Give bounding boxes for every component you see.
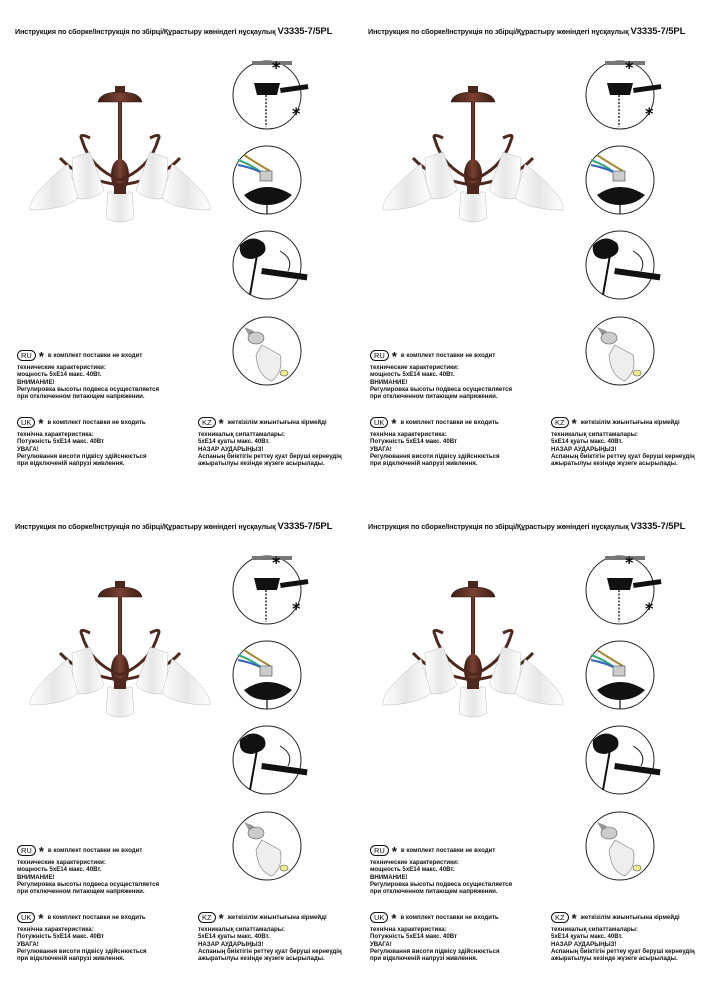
uk-spec: Потужність 5хЕ14 макс. 40Вт [17, 933, 105, 941]
kz-badge: KZ [551, 417, 569, 428]
kz-warn-title: НАЗАР АУДАРЫҢЫЗ! [198, 445, 264, 453]
kz-spec-title: техникалық сипаттамалары: [551, 926, 638, 933]
ru-warn-title: ВНИМАНИЕ! [17, 873, 55, 881]
canopy-fix-step-icon [233, 726, 308, 794]
page-title [368, 521, 685, 532]
asterisk-icon: * [391, 843, 397, 859]
model-number: V3335-7/5PL [277, 521, 333, 532]
uk-spec-title: технічна характеристика: [370, 431, 447, 438]
uk-note: в комплект поставки не входить [47, 913, 146, 921]
wiring-step-icon [233, 641, 301, 709]
uk-badge: UK [370, 417, 388, 428]
uk-warn-line2: при відключеній напрузі живлення. [17, 460, 125, 468]
kz-note: жеткізілім жиынтығына кірмейді [227, 418, 327, 426]
canopy-fix-step-icon [233, 231, 308, 299]
title-text: Инструкция по сборке/Інструкція по збірці/Құрастыру жөніндегі нұсқаулық [15, 27, 276, 36]
ru-warn-line2: при отключенном питающем напряжении. [370, 393, 498, 401]
uk-spec: Потужність 5хЕ14 макс. 40Вт [370, 438, 458, 446]
ru-warn-line2: при отключенном питающем напряжении. [370, 888, 498, 896]
uk-note: в комплект поставки не входить [47, 418, 146, 426]
uk-spec: Потужність 5хЕ14 макс. 40Вт [370, 933, 458, 941]
kz-warn-line2: ажыратылуы кезінде жүзеге асырылады. [551, 955, 678, 963]
instruction-panel [353, 495, 706, 995]
asterisk-icon: * [391, 910, 397, 926]
ru-warn-title: ВНИМАНИЕ! [17, 378, 55, 386]
ru-spec: мощность 5хЕ14 макс. 40Вт. [17, 866, 102, 874]
kz-warn-title: НАЗАР АУДАРЫҢЫЗ! [551, 940, 617, 948]
kz-warn-line1: Аспаның биіктігін реттеу қуат беруші кернеудің [551, 947, 695, 955]
wiring-step-icon [233, 146, 301, 214]
instruction-panel [0, 495, 353, 995]
assembly-steps [575, 55, 665, 395]
kz-badge: KZ [198, 912, 216, 923]
chandelier-illustration [373, 575, 573, 735]
kz-warn-line2: ажыратылуы кезінде жүзеге асырылады. [198, 955, 325, 963]
kz-section [198, 912, 342, 962]
uk-warn-line1: Регулювання висоти підвісу здійснюється [370, 452, 500, 460]
ru-note: в комплект поставки не входит [47, 846, 143, 854]
ru-warn-line1: Регулировка высоты подвеса осуществляется [17, 385, 160, 393]
ru-spec: мощность 5хЕ14 макс. 40Вт. [17, 371, 102, 379]
uk-warn-line2: при відключеній напрузі живлення. [370, 955, 478, 963]
bulb-step-icon [233, 317, 301, 385]
bulb-step-icon [586, 317, 654, 385]
title-text: Инструкция по сборке/Інструкція по збірці/Құрастыру жөніндегі нұсқаулық [15, 522, 276, 531]
kz-warn-line1: Аспаның биіктігін реттеу қуат беруші кернеудің [198, 452, 342, 460]
ru-section [17, 350, 159, 400]
ru-note: в комплект поставки не входит [47, 351, 143, 359]
ru-badge: RU [17, 845, 36, 856]
instruction-panel [0, 0, 353, 500]
ru-note: в комплект поставки не входит [400, 846, 496, 854]
kz-spec-title: техникалық сипаттамалары: [551, 431, 638, 438]
ru-badge: RU [17, 350, 36, 361]
asterisk-icon: * [391, 348, 397, 364]
bulb-step-icon [586, 812, 654, 880]
kz-spec: 5хЕ14 қуаты макс. 40Вт. [198, 438, 270, 446]
kz-section [198, 417, 342, 467]
uk-warn-line2: при відключеній напрузі живлення. [370, 460, 478, 468]
ru-section [370, 350, 512, 400]
chandelier-illustration [373, 80, 573, 240]
uk-note: в комплект поставки не входить [400, 418, 499, 426]
page-title [368, 26, 685, 37]
uk-badge: UK [17, 912, 35, 923]
asterisk-icon: * [38, 843, 44, 859]
kz-warn-title: НАЗАР АУДАРЫҢЫЗ! [198, 940, 264, 948]
svg-text:*: * [645, 104, 654, 123]
ru-spec-title: технические характеристики: [17, 859, 106, 866]
kz-badge: KZ [551, 912, 569, 923]
uk-warn-title: УВАГА! [17, 940, 39, 948]
uk-warn-title: УВАГА! [17, 445, 39, 453]
kz-warn-line1: Аспаның биіктігін реттеу қуат беруші кернеудің [551, 452, 695, 460]
uk-warn-line1: Регулювання висоти підвісу здійснюється [17, 947, 147, 955]
instruction-panel [353, 0, 706, 500]
model-number: V3335-7/5PL [277, 26, 333, 37]
kz-spec-title: техникалық сипаттамалары: [198, 431, 285, 438]
uk-warn-line1: Регулювання висоти підвісу здійснюється [370, 947, 500, 955]
chandelier-illustration [20, 575, 220, 735]
ru-warn-title: ВНИМАНИЕ! [370, 873, 408, 881]
ru-spec: мощность 5хЕ14 макс. 40Вт. [370, 371, 455, 379]
model-number: V3335-7/5PL [630, 521, 686, 532]
assembly-steps [222, 550, 312, 890]
ru-warn-line1: Регулировка высоты подвеса осуществляется [370, 880, 513, 888]
uk-section [370, 912, 500, 962]
kz-warn-title: НАЗАР АУДАРЫҢЫЗ! [551, 445, 617, 453]
ru-warn-line1: Регулировка высоты подвеса осуществляется [370, 385, 513, 393]
asterisk-icon: * [218, 910, 224, 926]
svg-text:*: * [625, 58, 634, 77]
model-number: V3335-7/5PL [630, 26, 686, 37]
page-title [15, 26, 332, 37]
kz-warn-line2: ажыратылуы кезінде жүзеге асырылады. [198, 460, 325, 468]
ceiling-hook-step-icon [233, 553, 308, 624]
kz-note: жеткізілім жиынтығына кірмейді [580, 418, 680, 426]
canopy-fix-step-icon [586, 726, 661, 794]
kz-note: жеткізілім жиынтығына кірмейді [580, 913, 680, 921]
uk-warn-line2: при відключеній напрузі живлення. [17, 955, 125, 963]
ceiling-hook-step-icon [233, 58, 308, 129]
asterisk-icon: * [391, 415, 397, 431]
canopy-fix-step-icon [586, 231, 661, 299]
asterisk-icon: * [571, 910, 577, 926]
ru-warn-line2: при отключенном питающем напряжении. [17, 393, 145, 401]
ru-warn-title: ВНИМАНИЕ! [370, 378, 408, 386]
kz-spec: 5хЕ14 қуаты макс. 40Вт. [551, 933, 623, 941]
uk-badge: UK [370, 912, 388, 923]
ru-spec: мощность 5хЕ14 макс. 40Вт. [370, 866, 455, 874]
ru-spec-title: технические характеристики: [370, 364, 459, 371]
svg-text:*: * [292, 599, 301, 618]
uk-warn-title: УВАГА! [370, 445, 392, 453]
assembly-steps [222, 55, 312, 395]
svg-text:*: * [292, 104, 301, 123]
uk-section [17, 417, 147, 467]
ru-section [370, 845, 512, 895]
svg-text:*: * [272, 58, 281, 77]
asterisk-icon: * [38, 910, 44, 926]
ru-spec-title: технические характеристики: [370, 859, 459, 866]
uk-badge: UK [17, 417, 35, 428]
bulb-step-icon [233, 812, 301, 880]
ru-spec-title: технические характеристики: [17, 364, 106, 371]
title-text: Инструкция по сборке/Інструкція по збірці/Құрастыру жөніндегі нұсқаулық [368, 522, 629, 531]
uk-warn-line1: Регулювання висоти підвісу здійснюється [17, 452, 147, 460]
asterisk-icon: * [38, 348, 44, 364]
ru-note: в комплект поставки не входит [400, 351, 496, 359]
ru-warn-line2: при отключенном питающем напряжении. [17, 888, 145, 896]
kz-warn-line2: ажыратылуы кезінде жүзеге асырылады. [551, 460, 678, 468]
wiring-step-icon [586, 641, 654, 709]
kz-section [551, 417, 695, 467]
ru-section [17, 845, 159, 895]
page-title [15, 521, 332, 532]
ru-badge: RU [370, 350, 389, 361]
asterisk-icon: * [571, 415, 577, 431]
kz-section [551, 912, 695, 962]
title-text: Инструкция по сборке/Інструкція по збірці/Құрастыру жөніндегі нұсқаулық [368, 27, 629, 36]
uk-spec-title: технічна характеристика: [370, 926, 447, 933]
assembly-steps [575, 550, 665, 890]
kz-note: жеткізілім жиынтығына кірмейді [227, 913, 327, 921]
uk-note: в комплект поставки не входить [400, 913, 499, 921]
uk-spec-title: технічна характеристика: [17, 431, 94, 438]
asterisk-icon: * [38, 415, 44, 431]
uk-spec: Потужність 5хЕ14 макс. 40Вт [17, 438, 105, 446]
uk-section [17, 912, 147, 962]
svg-text:*: * [625, 553, 634, 572]
kz-spec: 5хЕ14 қуаты макс. 40Вт. [551, 438, 623, 446]
uk-warn-title: УВАГА! [370, 940, 392, 948]
ceiling-hook-step-icon [586, 553, 661, 624]
ru-warn-line1: Регулировка высоты подвеса осуществляется [17, 880, 160, 888]
ru-badge: RU [370, 845, 389, 856]
wiring-step-icon [586, 146, 654, 214]
uk-spec-title: технічна характеристика: [17, 926, 94, 933]
uk-section [370, 417, 500, 467]
asterisk-icon: * [218, 415, 224, 431]
ceiling-hook-step-icon [586, 58, 661, 129]
kz-badge: KZ [198, 417, 216, 428]
svg-text:*: * [645, 599, 654, 618]
kz-spec: 5хЕ14 қуаты макс. 40Вт. [198, 933, 270, 941]
kz-warn-line1: Аспаның биіктігін реттеу қуат беруші кернеудің [198, 947, 342, 955]
kz-spec-title: техникалық сипаттамалары: [198, 926, 285, 933]
svg-text:*: * [272, 553, 281, 572]
chandelier-illustration [20, 80, 220, 240]
